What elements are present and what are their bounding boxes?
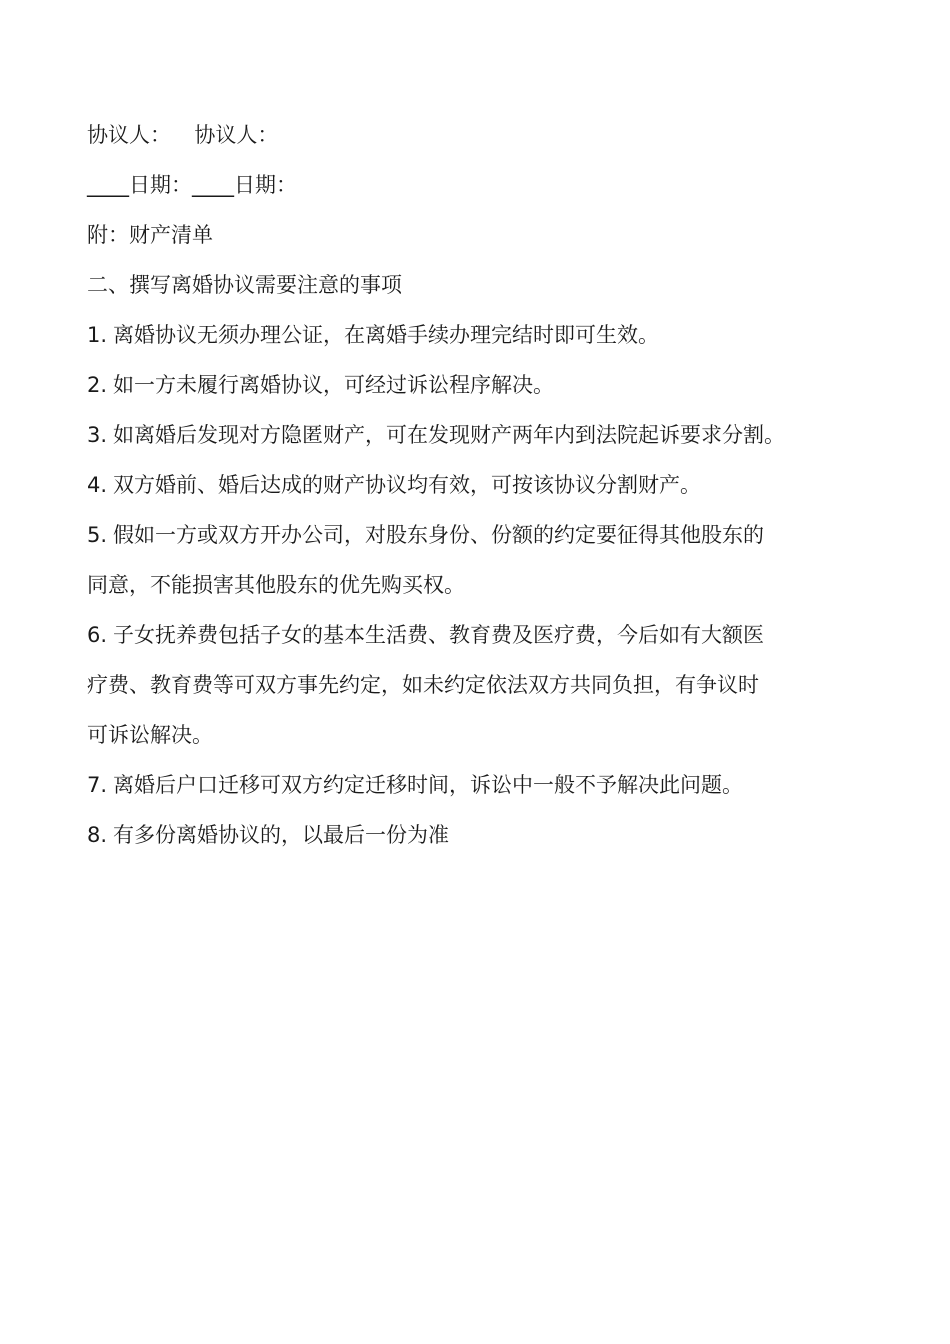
item-number: 3. [87,423,108,447]
list-item-5 [87,510,880,560]
item-number: 2. [87,373,108,397]
item-text: 如离婚后发现对方隐匿财产，可在发现财产两年内到法院起诉要求分割。 [113,423,786,447]
list-item-6 [87,610,880,660]
item-number: 4. [87,473,108,497]
item-text: 双方婚前、婚后达成的财产协议均有效，可按该协议分割财产。 [113,473,702,497]
list-item-6-continuation-2: 可诉讼解决。 [87,723,213,747]
item-text: 离婚后户口迁移可双方约定迁移时间，诉讼中一般不予解决此问题。 [113,773,744,797]
item-number: 7. [87,773,108,797]
party-a-label: 协议人： [87,123,171,147]
list-item-6-continuation-1: 疗费、教育费等可双方事先约定，如未约定依法双方共同负担，有争议时 [87,673,759,697]
signature-line [87,110,880,160]
item-number: 6. [87,623,108,647]
date-line: ____日期：____日期： [87,173,297,197]
item-text: 离婚协议无须办理公证，在离婚手续办理完结时即可生效。 [113,323,660,347]
section-title: 二、撰写离婚协议需要注意的事项 [87,273,402,297]
list-item-3 [87,410,880,460]
list-item-8 [87,810,880,860]
list-item-2 [87,360,880,410]
item-text: 如一方未履行离婚协议，可经过诉讼程序解决。 [113,373,555,397]
item-number: 8. [87,823,108,847]
list-item-7 [87,760,880,810]
item-text: 有多份离婚协议的，以最后一份为准 [113,823,450,847]
item-number: 1. [87,323,108,347]
item-text-line-1: 子女抚养费包括子女的基本生活费、教育费及医疗费，今后如有大额医 [113,623,765,647]
list-item-5-continuation: 同意，不能损害其他股东的优先购买权。 [87,573,465,597]
party-b-label: 协议人： [194,123,279,147]
list-item-1 [87,310,880,360]
list-item-4 [87,460,880,510]
item-number: 5. [87,523,108,547]
item-text-line-1: 假如一方或双方开办公司，对股东身份、份额的约定要征得其他股东的 [113,523,765,547]
attachment-line: 附：财产清单 [87,223,213,247]
